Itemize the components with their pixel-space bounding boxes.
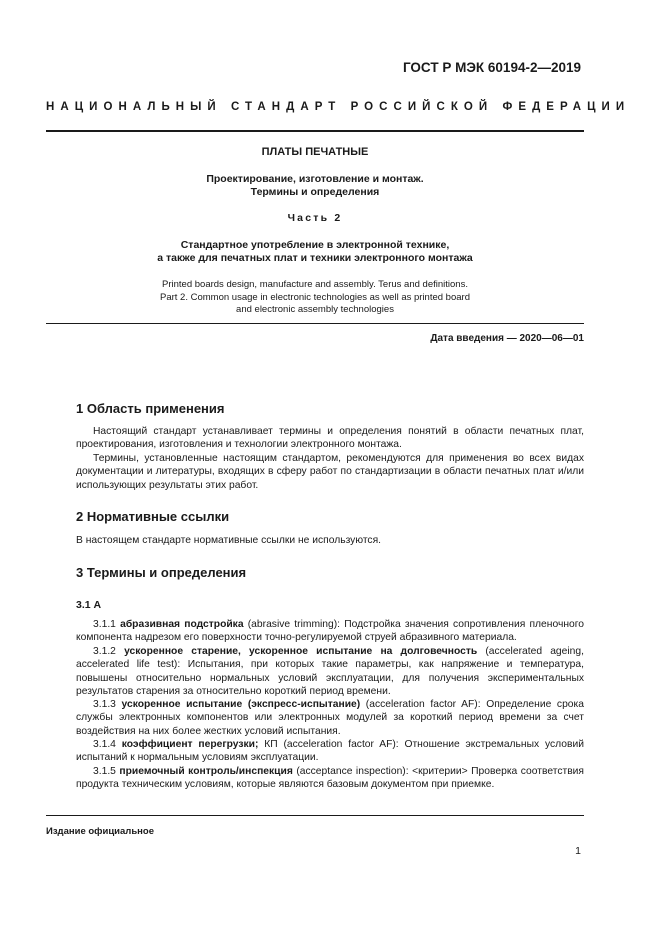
term-3-1-5: 3.1.5 приемочный контроль/инспекция (acceptance inspection): <критерии> Проверка соответствия продукта техническим условиям, которые являются базовым документом при приемке. bbox=[76, 766, 584, 791]
section-3-heading: 3 Термины и определения bbox=[76, 565, 247, 580]
part-label: Часть 2 bbox=[287, 212, 343, 224]
footer-rule bbox=[46, 815, 584, 816]
section-2-paragraph-1: В настоящем стандарте нормативные ссылки не используются. bbox=[76, 535, 382, 546]
term-3-1-1: 3.1.1 абразивная подстройка (abrasive trimming): Подстройка значения сопротивления пленочного компонента надрезом его поверхности точно-регулируемой струей абразивного материала. bbox=[76, 619, 584, 644]
top-rule bbox=[46, 130, 584, 132]
section-1-heading: 1 Область применения bbox=[76, 401, 225, 416]
subsection-3-1-heading: 3.1 А bbox=[76, 599, 102, 611]
section-1-paragraph-2: Термины, установленные настоящим стандартом, рекомендуются для применения во всех видах документации и литературы, входящих в сферу работ по стандартизации в области печатных плат и/или использующих результаты этих работ. bbox=[76, 453, 584, 491]
standard-title: ПЛАТЫ ПЕЧАТНЫЕ bbox=[261, 146, 369, 158]
english-title: Printed boards design, manufacture and assembly. Terus and definitions. Part 2. Common usage in electronic technologies as well as printed board and electronic assembly technologies bbox=[160, 279, 470, 315]
section-2-heading: 2 Нормативные ссылки bbox=[76, 509, 230, 524]
term-3-1-2: 3.1.2 ускоренное старение, ускоренное испытание на долговечность (accelerated ageing, accelerated life test): Испытания, при которых такие параметры, как напряжение и температура, повышены относительно нормальных условий эксплуатации, для получения экспериментальных результатов старения за относительно короткий период времени. bbox=[76, 646, 584, 698]
national-standard-title: НАЦИОНАЛЬНЫЙ СТАНДАРТ РОССИЙСКОЙ ФЕДЕРАЦИИ bbox=[46, 101, 631, 113]
page-number: 1 bbox=[575, 845, 581, 857]
standard-subtitle: Проектирование, изготовление и монтаж. Термины и определения bbox=[206, 173, 424, 198]
introduction-date: Дата введения — 2020—06—01 bbox=[430, 333, 584, 344]
section-1-paragraph-1: Настоящий стандарт устанавливает термины и определения понятий в области печатных плат, проектирования, изготовления и технологии электронного монтажа. bbox=[76, 426, 584, 451]
title-rule bbox=[46, 323, 584, 324]
document-id: ГОСТ Р МЭК 60194-2—2019 bbox=[402, 60, 581, 75]
part-title: Стандартное употребление в электронной технике, а также для печатных плат и техники электронного монтажа bbox=[157, 239, 473, 264]
term-3-1-4: 3.1.4 коэффициент перегрузки; КП (acceleration factor AF): Отношение экстремальных условий испытаний к нормальным условиям эксплуатации. bbox=[76, 739, 584, 764]
term-3-1-3: 3.1.3 ускоренное испытание (экспресс-испытание) (acceleration factor AF): Определение срока службы электронных компонентов или электронных модулей за короткий период времени за счет воздействия на них более жестких условий испытания. bbox=[76, 699, 584, 737]
official-edition-label: Издание официальное bbox=[46, 826, 154, 837]
